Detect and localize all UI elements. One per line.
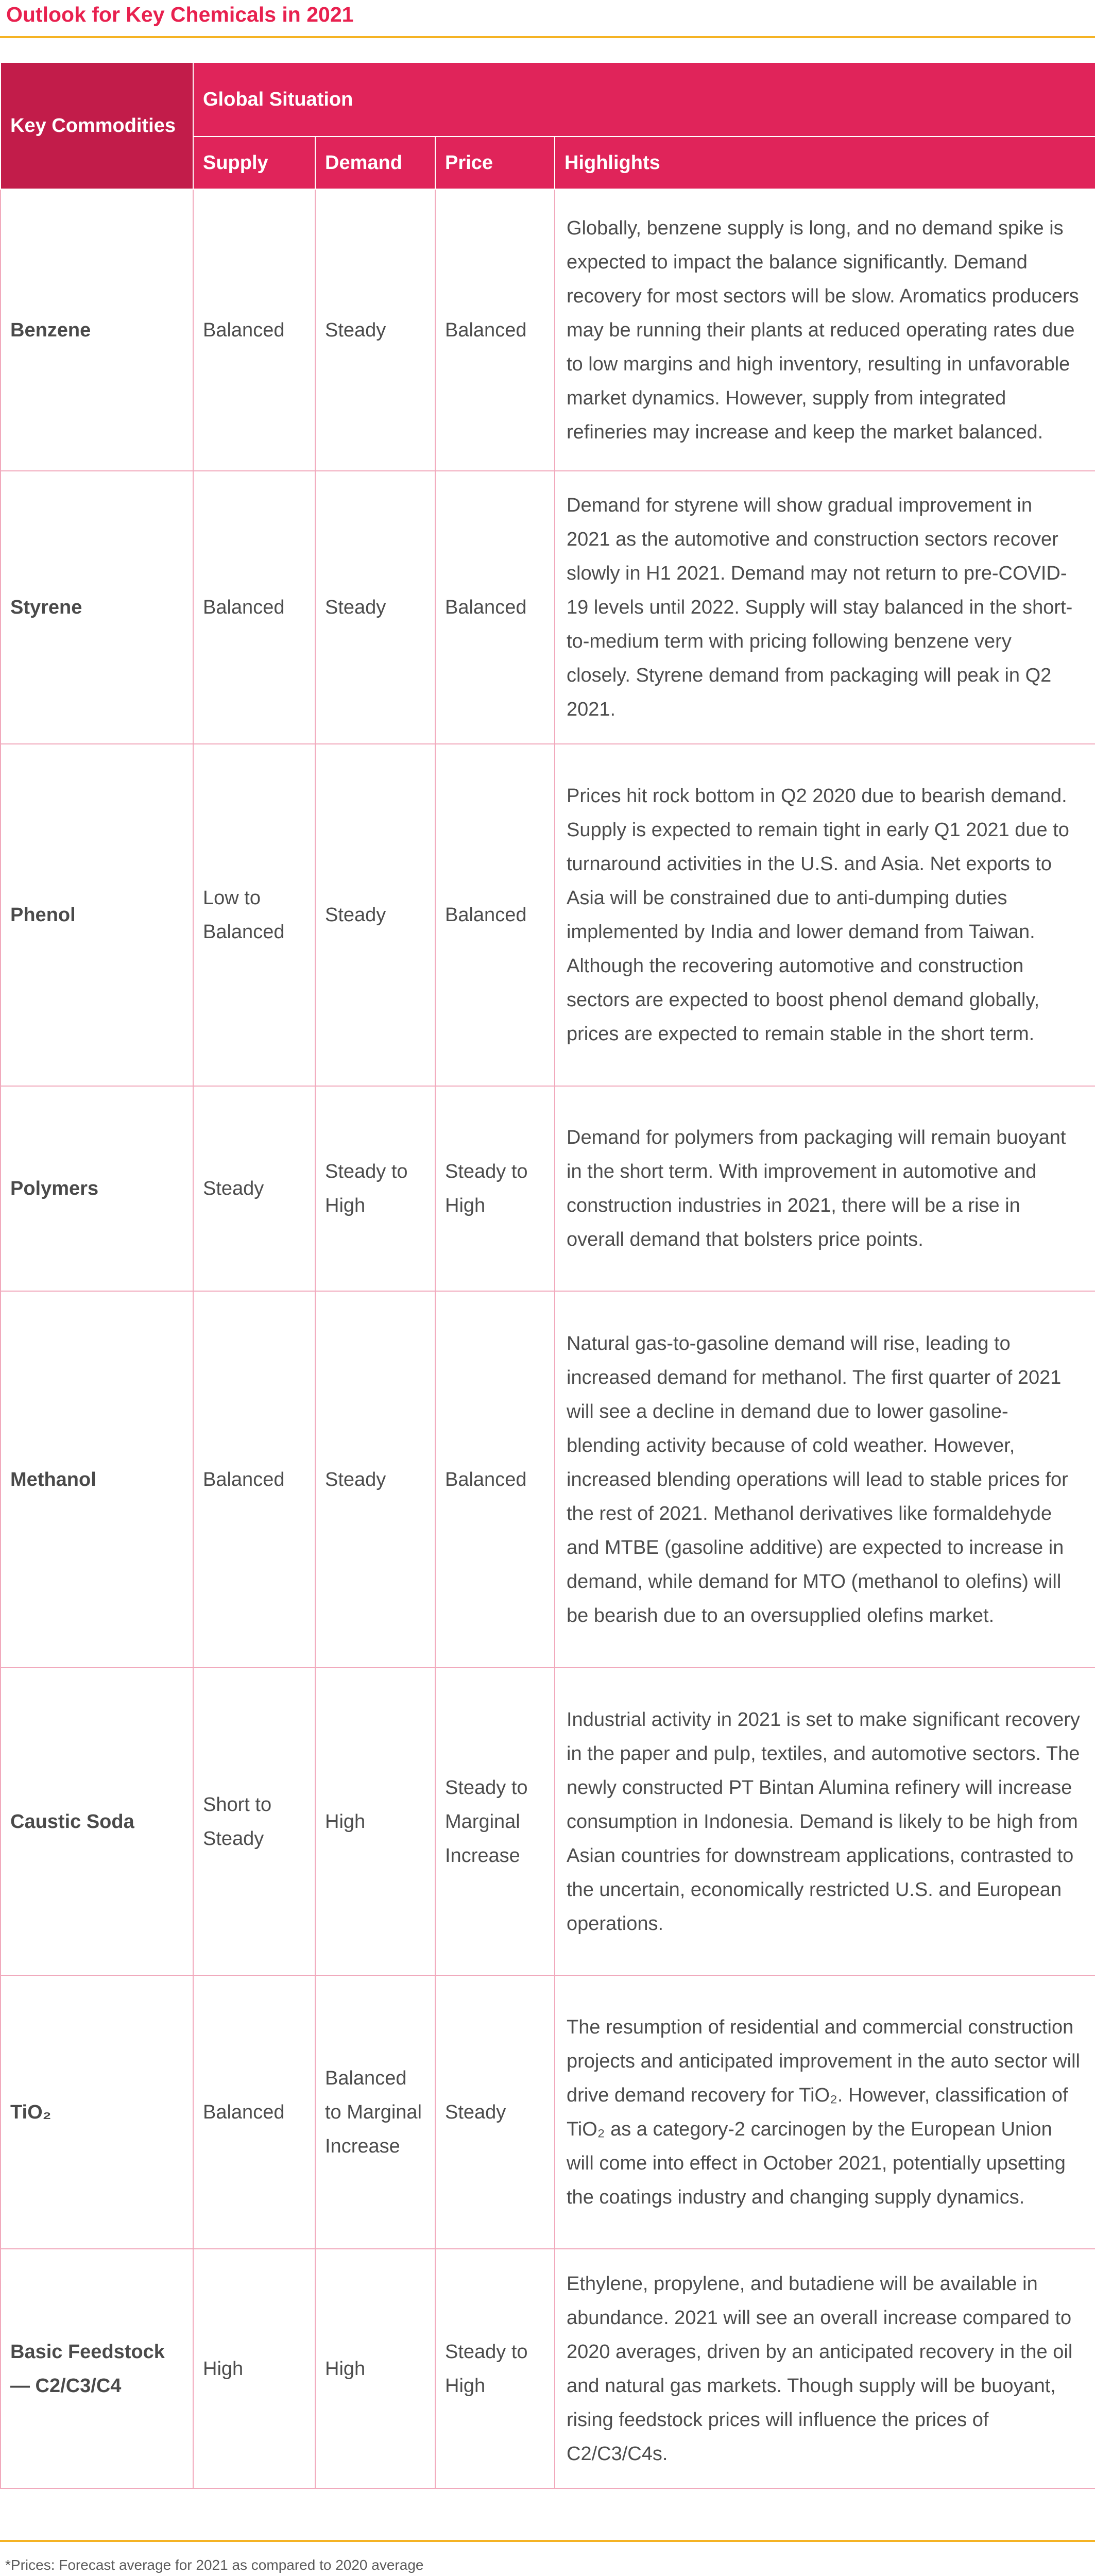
table-row (1, 1975, 1095, 2249)
chemicals-outlook-table (0, 62, 1095, 2489)
price-cell: Steady to High (435, 1086, 555, 1291)
title-divider (0, 36, 1095, 38)
header-demand: Demand (315, 137, 435, 189)
price-cell: Steady to Marginal Increase (435, 1668, 555, 1975)
table-row (1, 1668, 1095, 1975)
table-row (1, 2249, 1095, 2488)
table-row (1, 1291, 1095, 1668)
highlights-cell: Industrial activity in 2021 is set to make significant recovery in the paper and pulp, textiles, and automotive sectors. The newly constructed PT Bintan Alumina refinery will increase consumption in Indonesia. Demand is likely to be high from Asian countries for downstream applications, contrasted to the uncertain, economically restricted U.S. and European operations. (555, 1668, 1095, 1975)
supply-cell: Steady (193, 1086, 315, 1291)
commodity-name: Caustic Soda (1, 1668, 193, 1975)
commodity-name: Phenol (1, 744, 193, 1086)
price-cell: Steady to High (435, 2249, 555, 2488)
supply-cell: Balanced (193, 471, 315, 744)
price-cell: Balanced (435, 189, 555, 471)
footnote: *Prices: Forecast average for 2021 as compared to 2020 average (5, 2557, 424, 2573)
header-key-commodities: Key Commodities (1, 62, 193, 189)
header-global-situation: Global Situation (193, 62, 1095, 137)
commodity-name: Polymers (1, 1086, 193, 1291)
footer-divider (0, 2540, 1095, 2542)
supply-cell: Short to Steady (193, 1668, 315, 1975)
demand-cell: Steady (315, 189, 435, 471)
demand-cell: Steady (315, 471, 435, 744)
commodity-name: TiO₂ (1, 1975, 193, 2249)
demand-cell: Steady (315, 744, 435, 1086)
demand-cell: High (315, 1668, 435, 1975)
header-highlights: Highlights (555, 137, 1095, 189)
highlights-cell: Demand for styrene will show gradual improvement in 2021 as the automotive and construction sectors recover slowly in H1 2021. Demand may not return to pre-COVID-19 levels until 2022. Supply will stay balanced in the short-to-medium term with pricing following benzene very closely. Styrene demand from packaging will peak in Q2 2021. (555, 471, 1095, 744)
commodity-name: Methanol (1, 1291, 193, 1668)
price-cell: Balanced (435, 1291, 555, 1668)
header-price: Price (435, 137, 555, 189)
demand-cell: High (315, 2249, 435, 2488)
supply-cell: Balanced (193, 189, 315, 471)
supply-cell: High (193, 2249, 315, 2488)
highlights-cell: Ethylene, propylene, and butadiene will be available in abundance. 2021 will see an overall increase compared to 2020 averages, driven by an anticipated recovery in the oil and natural gas markets. Though supply will be buoyant, rising feedstock prices will influence the prices of C2/C3/C4s. (555, 2249, 1095, 2488)
demand-cell: Steady to High (315, 1086, 435, 1291)
supply-cell: Balanced (193, 1291, 315, 1668)
commodity-name: Basic Feedstock — C2/C3/C4 (1, 2249, 193, 2488)
table-row (1, 744, 1095, 1086)
demand-cell: Balanced to Marginal Increase (315, 1975, 435, 2249)
table-row (1, 1086, 1095, 1291)
price-cell: Steady (435, 1975, 555, 2249)
header-supply: Supply (193, 137, 315, 189)
demand-cell: Steady (315, 1291, 435, 1668)
price-cell: Balanced (435, 471, 555, 744)
page-title: Outlook for Key Chemicals in 2021 (6, 3, 354, 26)
table-row (1, 189, 1095, 471)
supply-cell: Balanced (193, 1975, 315, 2249)
highlights-cell: Globally, benzene supply is long, and no demand spike is expected to impact the balance significantly. Demand recovery for most sectors will be slow. Aromatics producers may be running their plants at reduced operating rates due to low margins and high inventory, resulting in unfavorable market dynamics. However, supply from integrated refineries may increase and keep the market balanced. (555, 189, 1095, 471)
highlights-cell: Prices hit rock bottom in Q2 2020 due to bearish demand. Supply is expected to remain tight in early Q1 2021 due to turnaround activities in the U.S. and Asia. Net exports to Asia will be constrained due to anti-dumping duties implemented by India and lower demand from Taiwan. Although the recovering automotive and construction sectors are expected to boost phenol demand globally, prices are expected to remain stable in the short term. (555, 744, 1095, 1086)
highlights-cell: The resumption of residential and commercial construction projects and anticipated improvement in the auto sector will drive demand recovery for TiO₂. However, classification of TiO₂ as a category-2 carcinogen by the European Union will come into effect in October 2021, potentially upsetting the coatings industry and changing supply dynamics. (555, 1975, 1095, 2249)
highlights-cell: Demand for polymers from packaging will remain buoyant in the short term. With improvement in automotive and construction industries in 2021, there will be a rise in overall demand that bolsters price points. (555, 1086, 1095, 1291)
commodity-name: Benzene (1, 189, 193, 471)
commodity-name: Styrene (1, 471, 193, 744)
table-row (1, 471, 1095, 744)
supply-cell: Low to Balanced (193, 744, 315, 1086)
price-cell: Balanced (435, 744, 555, 1086)
highlights-cell: Natural gas-to-gasoline demand will rise, leading to increased demand for methanol. The first quarter of 2021 will see a decline in demand due to lower gasoline-blending activity because of cold weather. However, increased blending operations will lead to stable prices for the rest of 2021. Methanol derivatives like formaldehyde and MTBE (gasoline additive) are expected to increase in demand, while demand for MTO (methanol to olefins) will be bearish due to an oversupplied olefins market. (555, 1291, 1095, 1668)
